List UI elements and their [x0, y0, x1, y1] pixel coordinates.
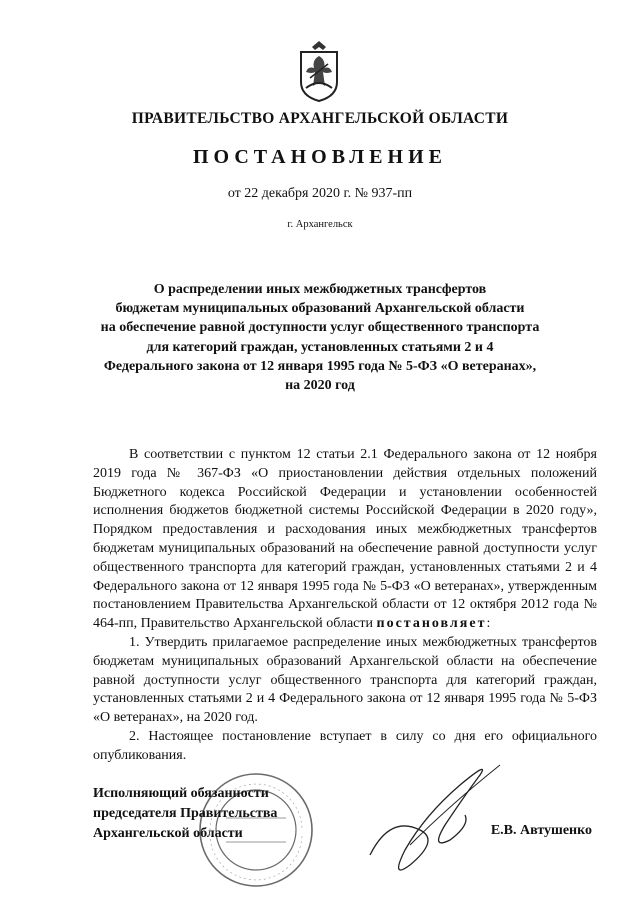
- position-line: председателя Правительства: [93, 805, 278, 821]
- item-2-paragraph: 2. Настоящее постановление вступает в силу со дня его официального опубликования.: [93, 728, 597, 763]
- position-line: Архангельской области: [93, 825, 243, 841]
- position-line: Исполняющий обязанности: [93, 786, 269, 801]
- date-number-line: от 22 декабря 2020 г. № 937-пп: [227, 186, 413, 201]
- subject-line: Федерального закона от 12 января 1995 года № 5-ФЗ «О ветеранах»,: [103, 358, 537, 374]
- city-line: г. Архангельск: [287, 219, 353, 230]
- handwritten-signature-icon: [350, 745, 520, 885]
- document-type: ПОСТАНОВЛЕНИЕ: [193, 146, 447, 168]
- resolves-suffix: :: [486, 616, 491, 632]
- document-subject: [60, 280, 580, 395]
- coat-of-arms-icon: [296, 38, 342, 104]
- document-body: [93, 446, 597, 766]
- subject-line: на 2020 год: [285, 378, 355, 394]
- subject-line: на обеспечение равной доступности услуг общественного транспорта: [100, 320, 540, 336]
- subject-line: для категорий граждан, установленных статьями 2 и 4: [146, 339, 494, 355]
- signatory-position: [93, 784, 277, 843]
- resolves-word: постановляет: [376, 616, 487, 632]
- subject-line: бюджетам муниципальных образований Архангельской области: [115, 301, 525, 317]
- preamble-paragraph: [93, 446, 597, 634]
- preamble-text: В соответствии с пунктом 12 статьи 2.1 Федерального закона от 12 ноября 2019 года № 367-ФЗ «О приостановлении действия отдельных положений Бюджетного кодекса Российской Федерации и установлении особенностей исполнения бюджетов бюджетной системы Российской Федерации в 2020 году», Порядком предоставления и расходования иных межбюджетных трансфертов бюджетам муниципальных образований на обеспечение равной доступности услуг общественного транспорта для категорий граждан, установленных статьями 2 и 4 Федерального закона от 12 января 1995 года № 5-ФЗ «О ветеранах», утвержденным постановлением Правительства Архангельской области от 12 октября 2012 года № 464-пп, Правительство Архангельской области: [93, 447, 597, 632]
- item-1-paragraph: 1. Утвердить прилагаемое распределение иных межбюджетных трансфертов бюджетам муниципальных образований Архангельской области на обеспечение равной доступности услуг общественного транспорта для категорий граждан, установленных статьями 2 и 4 Федерального закона от 12 января 1995 года № 5-ФЗ «О ветеранах», на 2020 год.: [93, 634, 597, 726]
- government-title: ПРАВИТЕЛЬСТВО АРХАНГЕЛЬСКОЙ ОБЛАСТИ: [131, 110, 509, 127]
- signatory-name: Е.В. Автушенко: [490, 823, 592, 838]
- subject-line: О распределении иных межбюджетных трансфертов: [153, 282, 487, 297]
